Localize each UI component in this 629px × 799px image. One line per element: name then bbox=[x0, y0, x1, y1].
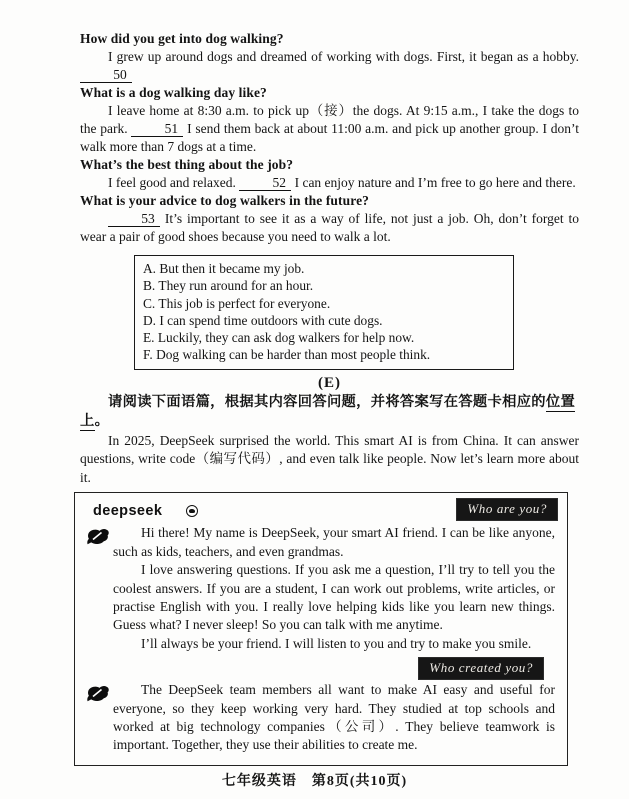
deepseek-whale-icon bbox=[86, 684, 110, 703]
blank-51: 51 bbox=[131, 122, 183, 137]
option-item-f: F. Dog walking can be harder than most people think. bbox=[143, 347, 431, 363]
instruction-text bbox=[80, 393, 579, 431]
question-heading: What is your advice to dog walkers in the future? bbox=[80, 193, 370, 208]
option-item-d: D. I can spend time outdoors with cute dogs. bbox=[143, 312, 383, 328]
dog-walking-section bbox=[80, 30, 579, 370]
blank-50: 50 bbox=[80, 68, 132, 83]
deepseek-logo-group bbox=[87, 500, 198, 520]
option-item-c: C. This job is perfect for everyone. bbox=[143, 295, 331, 311]
answer-text: I grew up around dogs and dreamed of working with dogs. First, it began as a hobby. bbox=[108, 49, 579, 64]
who-created-you-row bbox=[87, 658, 555, 679]
deepseek-answer-1 bbox=[87, 524, 555, 653]
question-heading: What is a dog walking day like? bbox=[80, 85, 267, 100]
deepseek-answer-2 bbox=[87, 681, 555, 755]
who-created-you-badge: Who created you? bbox=[419, 658, 543, 679]
deepseek-box-header bbox=[87, 500, 555, 522]
option-item-a: A. But then it became my job. bbox=[143, 261, 305, 276]
instruction-post: 。 bbox=[94, 412, 110, 429]
answer-paragraph bbox=[80, 48, 579, 84]
answer-text: I feel good and relaxed. bbox=[108, 175, 240, 190]
answer-text: I can enjoy nature and I’m free to go here and there. bbox=[291, 175, 576, 190]
who-are-you-badge: Who are you? bbox=[457, 499, 557, 520]
option-item-e: E. Luckily, they can ask dog walkers for help now. bbox=[143, 330, 415, 346]
answer-text: It’s important to see it as a way of life, not just a job. Oh, don’t forget to wear a pair of good shoes because you need to walk a lot. bbox=[80, 211, 579, 244]
instruction-pre: 请阅读下面语篇，根据其内容回答问题，并将答案写在答题卡相应的 bbox=[108, 393, 546, 410]
blank-52: 52 bbox=[239, 176, 291, 191]
deepseek-para-1: Hi there! My name is DeepSeek, your smart AI friend. I can be like anyone, such as kids, teachers, and even grandmas. bbox=[113, 525, 555, 559]
section-e-label: (E) bbox=[318, 374, 341, 391]
page-content bbox=[80, 30, 579, 766]
deepseek-circled-logo-mark-icon bbox=[186, 505, 198, 517]
deepseek-box bbox=[74, 492, 568, 765]
blank-53: 53 bbox=[108, 212, 160, 227]
answer-paragraph bbox=[80, 210, 579, 246]
answer-paragraph bbox=[80, 174, 579, 192]
options-box bbox=[134, 255, 514, 370]
deepseek-para-2: I love answering questions. If you ask me a question, I’ll try to tell you the coolest answers. If you are a student, I can work out problems, write articles, or practise English with you. I really love helping kids like you learn new things. Guess what? I never sleep! So you can talk with me anytime. bbox=[113, 562, 555, 633]
answer-text: I send them back at about 11:00 a.m. and pick up another group. I don’t walk more than 7 dogs at a time. bbox=[80, 121, 580, 154]
answer-paragraph bbox=[80, 102, 579, 156]
deepseek-para-4: The DeepSeek team members all want to make AI easy and useful for everyone, so they keep working very hard. They studied at top schools and worked at big technology companies（公司）. They believe teamwork is important. Together, they use their abilities to create me. bbox=[113, 682, 555, 753]
intro-paragraph: In 2025, DeepSeek surprised the world. This smart AI is from China. It can answer questions, write code（编写代码）, and even talk like people. Now let’s learn more about it. bbox=[80, 432, 579, 485]
answer-text: I leave home at 8:30 a.m. to pick up（接）the dogs. At 9:15 a.m., I take the dogs to the park. bbox=[80, 103, 579, 136]
deepseek-whale-icon bbox=[86, 527, 110, 546]
question-heading: What’s the best thing about the job? bbox=[80, 157, 294, 172]
option-item-b: B. They run around for an hour. bbox=[143, 278, 314, 294]
deepseek-para-3: I’ll always be your friend. I will listen to you and try to make you smile. bbox=[141, 635, 532, 651]
question-heading: How did you get into dog walking? bbox=[80, 31, 284, 46]
instruction-underlined: 位置上 bbox=[80, 393, 576, 429]
deepseek-logo: deepseek bbox=[93, 503, 163, 520]
page-footer: 七年级英语 第8页(共10页) bbox=[221, 774, 408, 789]
